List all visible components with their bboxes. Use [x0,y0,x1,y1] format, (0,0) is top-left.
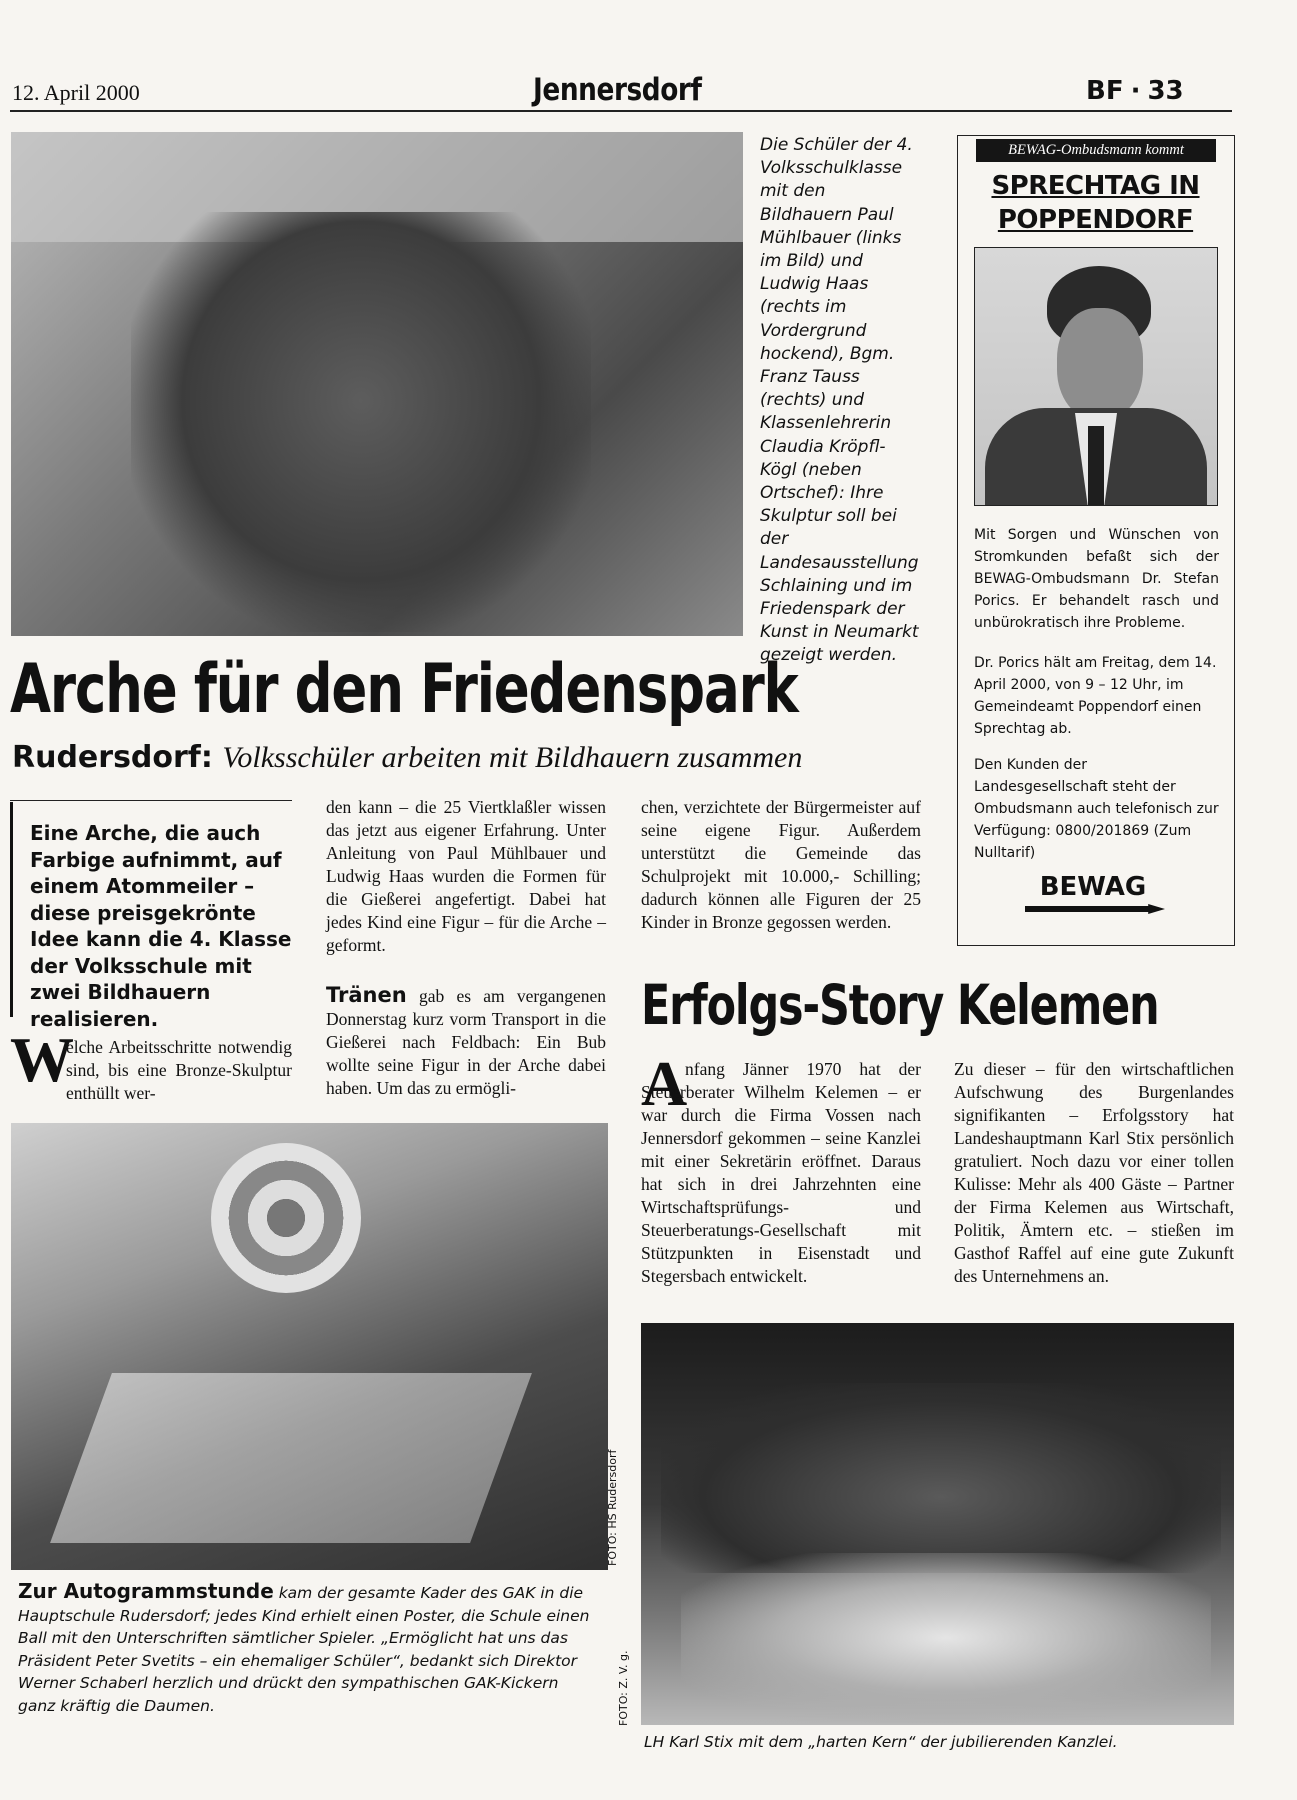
main-headline: Arche für den Friedenspark [10,650,798,729]
col2-paragraph2 [326,984,606,1100]
children-group [131,212,591,632]
portrait-face [1057,308,1143,420]
subhead-text: Volksschüler arbeiten mit Bildhauern zusammen [222,741,803,774]
ad-para2: Dr. Porics hält am Freitag, dem 14. April 2000, von 9 – 12 Uhr, im Gemeindeamt Poppendorf einen Sprechtag ab. [974,655,1217,737]
gak-caption [18,1580,598,1717]
dropcap-a: A [641,1048,688,1119]
photo-caption: Die Schüler der 4. Volksschulklasse mit den Bildhauern Paul Mühlbauer (links im Bild) und Ludwig Haas (rechts im Vordergrund hockend), Bgm. Franz Tauss (rechts) und Klassenlehrerin Claudia Kröpfl-Kögl (neben Ortschef): Ihre Skulptur soll bei der Landesausstellung Schlaining und im Friedenspark der Kunst in Neumarkt gezeigt werden. [760,135,919,666]
col1-text: elche Arbeitsschritte notwendig sind, bis eine Bronze-Skulptur enthüllt wer- [66,1037,292,1103]
ad-para1: Mit Sorgen und Wünschen von Stromkunden befaßt sich der BEWAG-Ombudsmann Dr. Stefan Porics. Er behandelt rasch und unbürokratisch ihre Probleme. [974,527,1219,631]
ad-kicker-bar: BEWAG-Ombudsmann kommt [976,139,1216,162]
gak-caption-text: kam der gesamte Kader des GAK in die Hauptschule Rudersdorf; jedes Kind erhielt einen Poster, die Schule einen Ball mit den Unterschriften sämtlicher Spieler. „Ermöglicht hat uns das Präsident Peter Svetits – ein ehemaliger Schüler“, bedankt sich Direktor Werner Schaberl herzlich und drückt den sympathischen GAK-Kickern ganz kräftig die Daumen. [18,1584,590,1715]
col2-lead-word: Tränen [326,983,407,1007]
header-rule [10,110,1232,112]
lead-paragraph: Eine Arche, die auch Farbige aufnimmt, auf einem Atommeiler – diese preisgekrönte Idee kann die 4. Klasse der Volksschule mit zwei Bildhauern realisieren. [30,821,292,1031]
ad-para3: Den Kunden der Landesgesellschaft steht der Ombudsmann auch telefonisch zur Verfügung: 0800/201869 (Zum Nulltarif) [974,757,1219,861]
lead-left-bar [10,802,13,1017]
ad-title-line2: POPPENDORF [997,205,1194,235]
group-back-row [661,1383,1221,1573]
section-title: Jennersdorf [533,72,702,108]
col2-text2: gab es am vergangenen Donnerstag kurz vorm Transport in die Gießerei nach Feldbach: Ein Bub wollte seine Figur in der Arche dabei haben. Um das zu ermögli- [326,986,606,1098]
kelemen-photo-credit: FOTO: Z. V. g. [617,1650,630,1726]
subhead-place: Rudersdorf: [12,740,213,775]
brand-separator: · [1130,76,1141,106]
lead-rule [10,800,292,801]
target-wall-art [211,1143,361,1293]
page-brand [1086,76,1184,106]
col2-text: den kann – die 25 Viertklaßler wissen das jetzt aus eigener Erfahrung. Unter Anleitung von Paul Mühlbauer und Ludwig Haas wurden die Formen für die Gießerei angefertigt. Dabei hat jedes Kind eine Figur – für die Arche – geformt. [326,797,606,955]
kelemen-photo-caption: LH Karl Stix mit dem „harten Kern“ der jubilierenden Kanzlei. [644,1733,1118,1751]
gak-photo-credit: FOTO: HS Rudersdorf [606,1449,619,1566]
gak-autograph-photo [11,1123,608,1570]
kelemen-group-photo [641,1323,1234,1725]
poster-table [50,1373,532,1543]
col3-text: chen, verzichtete der Bürgermeister auf seine eigene Figur. Außerdem unterstützt die Gemeinde das Schulprojekt mit 10.000,- Schilling; dadurch können alle Figuren der 25 Kinder in Bronze gegossen werden. [641,797,921,932]
bewag-logo: BEWAG [1039,872,1147,902]
dropcap-w: W [10,1024,74,1095]
gak-caption-lead: Zur Autogrammstunde [18,1579,274,1603]
kelemen-headline: Erfolgs-Story Kelemen [641,973,1159,1037]
portrait-tie [1088,426,1104,506]
class-photo [11,132,743,636]
ad-title-line1: SPRECHTAG IN [991,171,1200,201]
issue-date: 12. April 2000 [12,80,140,105]
brand-label: BF [1086,76,1124,106]
ombudsman-portrait [974,247,1218,506]
main-subhead [12,740,802,775]
bewag-ad-box [957,135,1235,946]
kelemen-col1: nfang Jänner 1970 hat der Steuerberater Wilhelm Kelemen – er war durch die Firma Vossen nach Jennersdorf gekommen – seine Kanzlei mit einer Sekretärin eröffnet. Daraus hat sich in drei Jahrzehnten eine Wirtschaftsprüfungs- und Steuerberatungs-Gesellschaft mit Stützpunkten in Eisenstadt und Stegersbach entwickelt. [641,1059,921,1286]
page-number: 33 [1147,76,1184,106]
bewag-logo-arrow [1025,904,1165,914]
group-front-row [681,1553,1211,1723]
kelemen-col2: Zu dieser – für den wirtschaftlichen Aufschwung des Burgenlandes signifikanten – Erfolgsstory hat Landeshauptmann Karl Stix persönlich gratuliert. Noch dazu vor einer tollen Kulisse: Mehr als 400 Gäste – Partner der Firma Kelemen aus Wirtschaft, Politik, Ämtern etc. – stießen im Gasthof Raffel auf eine gute Zukunft des Unternehmens an. [954,1059,1234,1286]
